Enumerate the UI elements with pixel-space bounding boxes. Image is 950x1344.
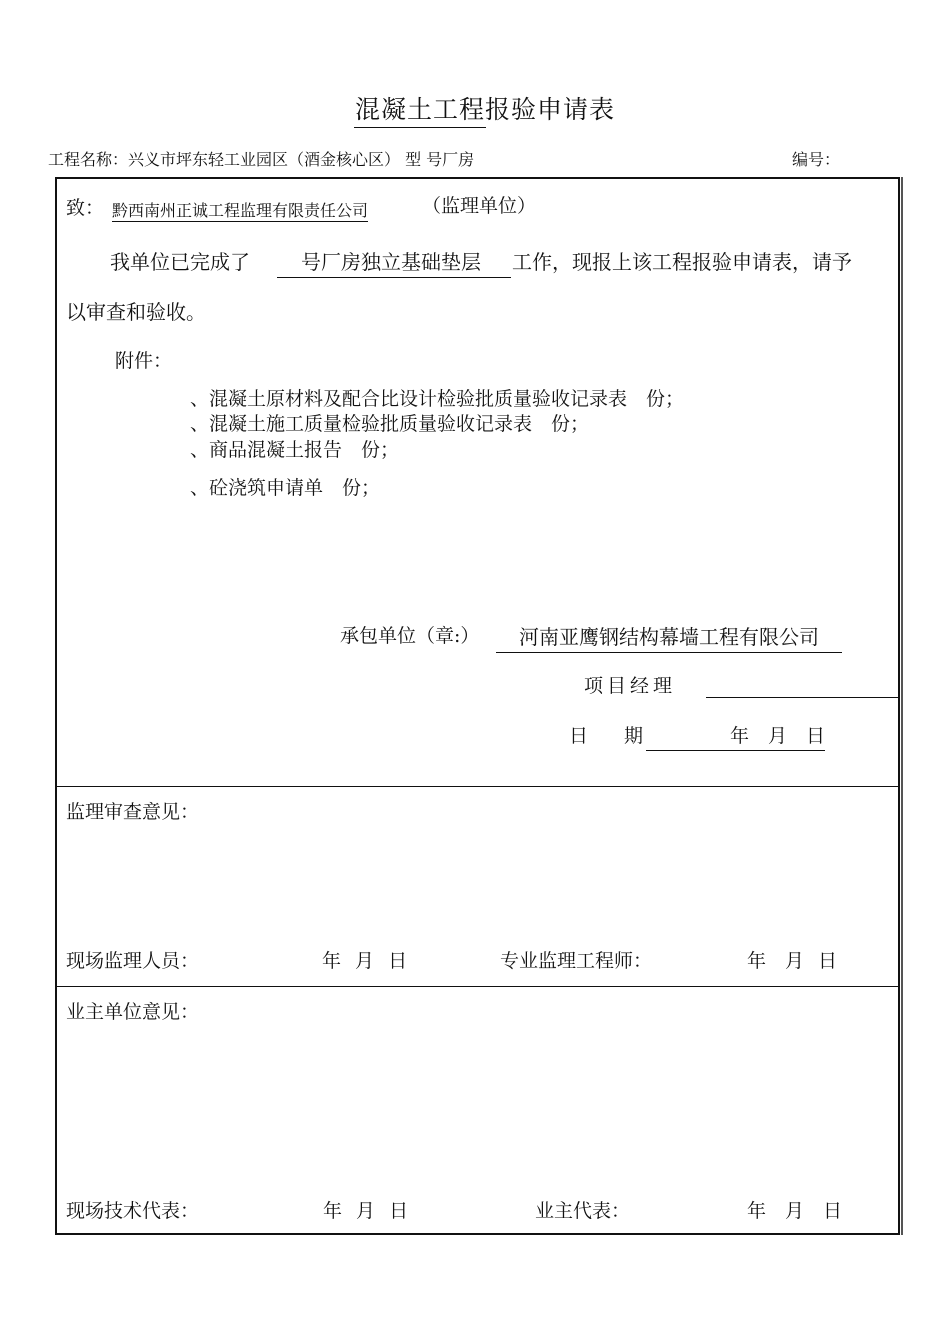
attachment-item: 、混凝土施工质量检验批质量验收记录表 份； [190, 413, 590, 435]
owner-rep-label: 业主代表： [535, 1200, 631, 1222]
statement-end: 工作，现报上该工程报验申请表，请予 [512, 250, 852, 274]
supervising-engineer-label: 专业监理工程师： [500, 950, 653, 972]
section-divider-owner [55, 986, 900, 987]
attachment-item: 、混凝土原材料及配合比设计检验批质量验收记录表 份； [190, 388, 685, 410]
attachments-label: 附件： [115, 350, 173, 372]
completed-work-value: 号厂房独立基础垫层 [301, 250, 481, 274]
application-date: 年 月 日 [646, 721, 825, 751]
owner-opinion-title: 业主单位意见： [66, 1001, 200, 1023]
supervisor-company: 黔西南州正诚工程监理有限责任公司 [112, 198, 368, 222]
number-label: 编号： [792, 150, 841, 169]
supervising-engineer-date: 年 月 日 [747, 950, 838, 972]
attachment-item: 、砼浇筑申请单 份； [190, 477, 381, 499]
supervision-opinion-title: 监理审查意见： [66, 801, 200, 823]
project-name-line: 工程名称：兴义市坪东轻工业园区（酒金核心区） 型 号厂房 [48, 150, 475, 169]
site-tech-rep-label: 现场技术代表： [66, 1200, 200, 1222]
contractor-label: 承包单位（章:） [340, 625, 480, 647]
addressee-prefix: 致： [66, 197, 105, 219]
title-underline [354, 127, 486, 128]
date-label: 日期 [569, 725, 680, 747]
statement-start: 我单位已完成了 [110, 250, 250, 274]
project-manager-label: 项目经理 [584, 675, 677, 697]
project-manager-signature-line[interactable] [706, 697, 900, 698]
frame-right-edge [901, 177, 903, 1235]
site-tech-rep-date: 年 月 日 [323, 1200, 409, 1222]
contractor-name: 河南亚鹰钢结构幕墙工程有限公司 [496, 621, 842, 653]
statement-continuation: 以审查和验收。 [66, 300, 206, 324]
section-divider-supervision [55, 786, 900, 787]
addressee-suffix: （监理单位） [422, 195, 537, 217]
page-title: 混凝土工程报验申请表 [355, 95, 616, 124]
form-frame [55, 177, 900, 1235]
site-supervisor-date: 年 月 日 [322, 950, 408, 972]
completed-work-field [277, 246, 511, 278]
owner-rep-date: 年 月 日 [747, 1200, 843, 1222]
attachment-item: 、商品混凝土报告 份； [190, 439, 400, 461]
site-supervisor-label: 现场监理人员： [66, 950, 200, 972]
